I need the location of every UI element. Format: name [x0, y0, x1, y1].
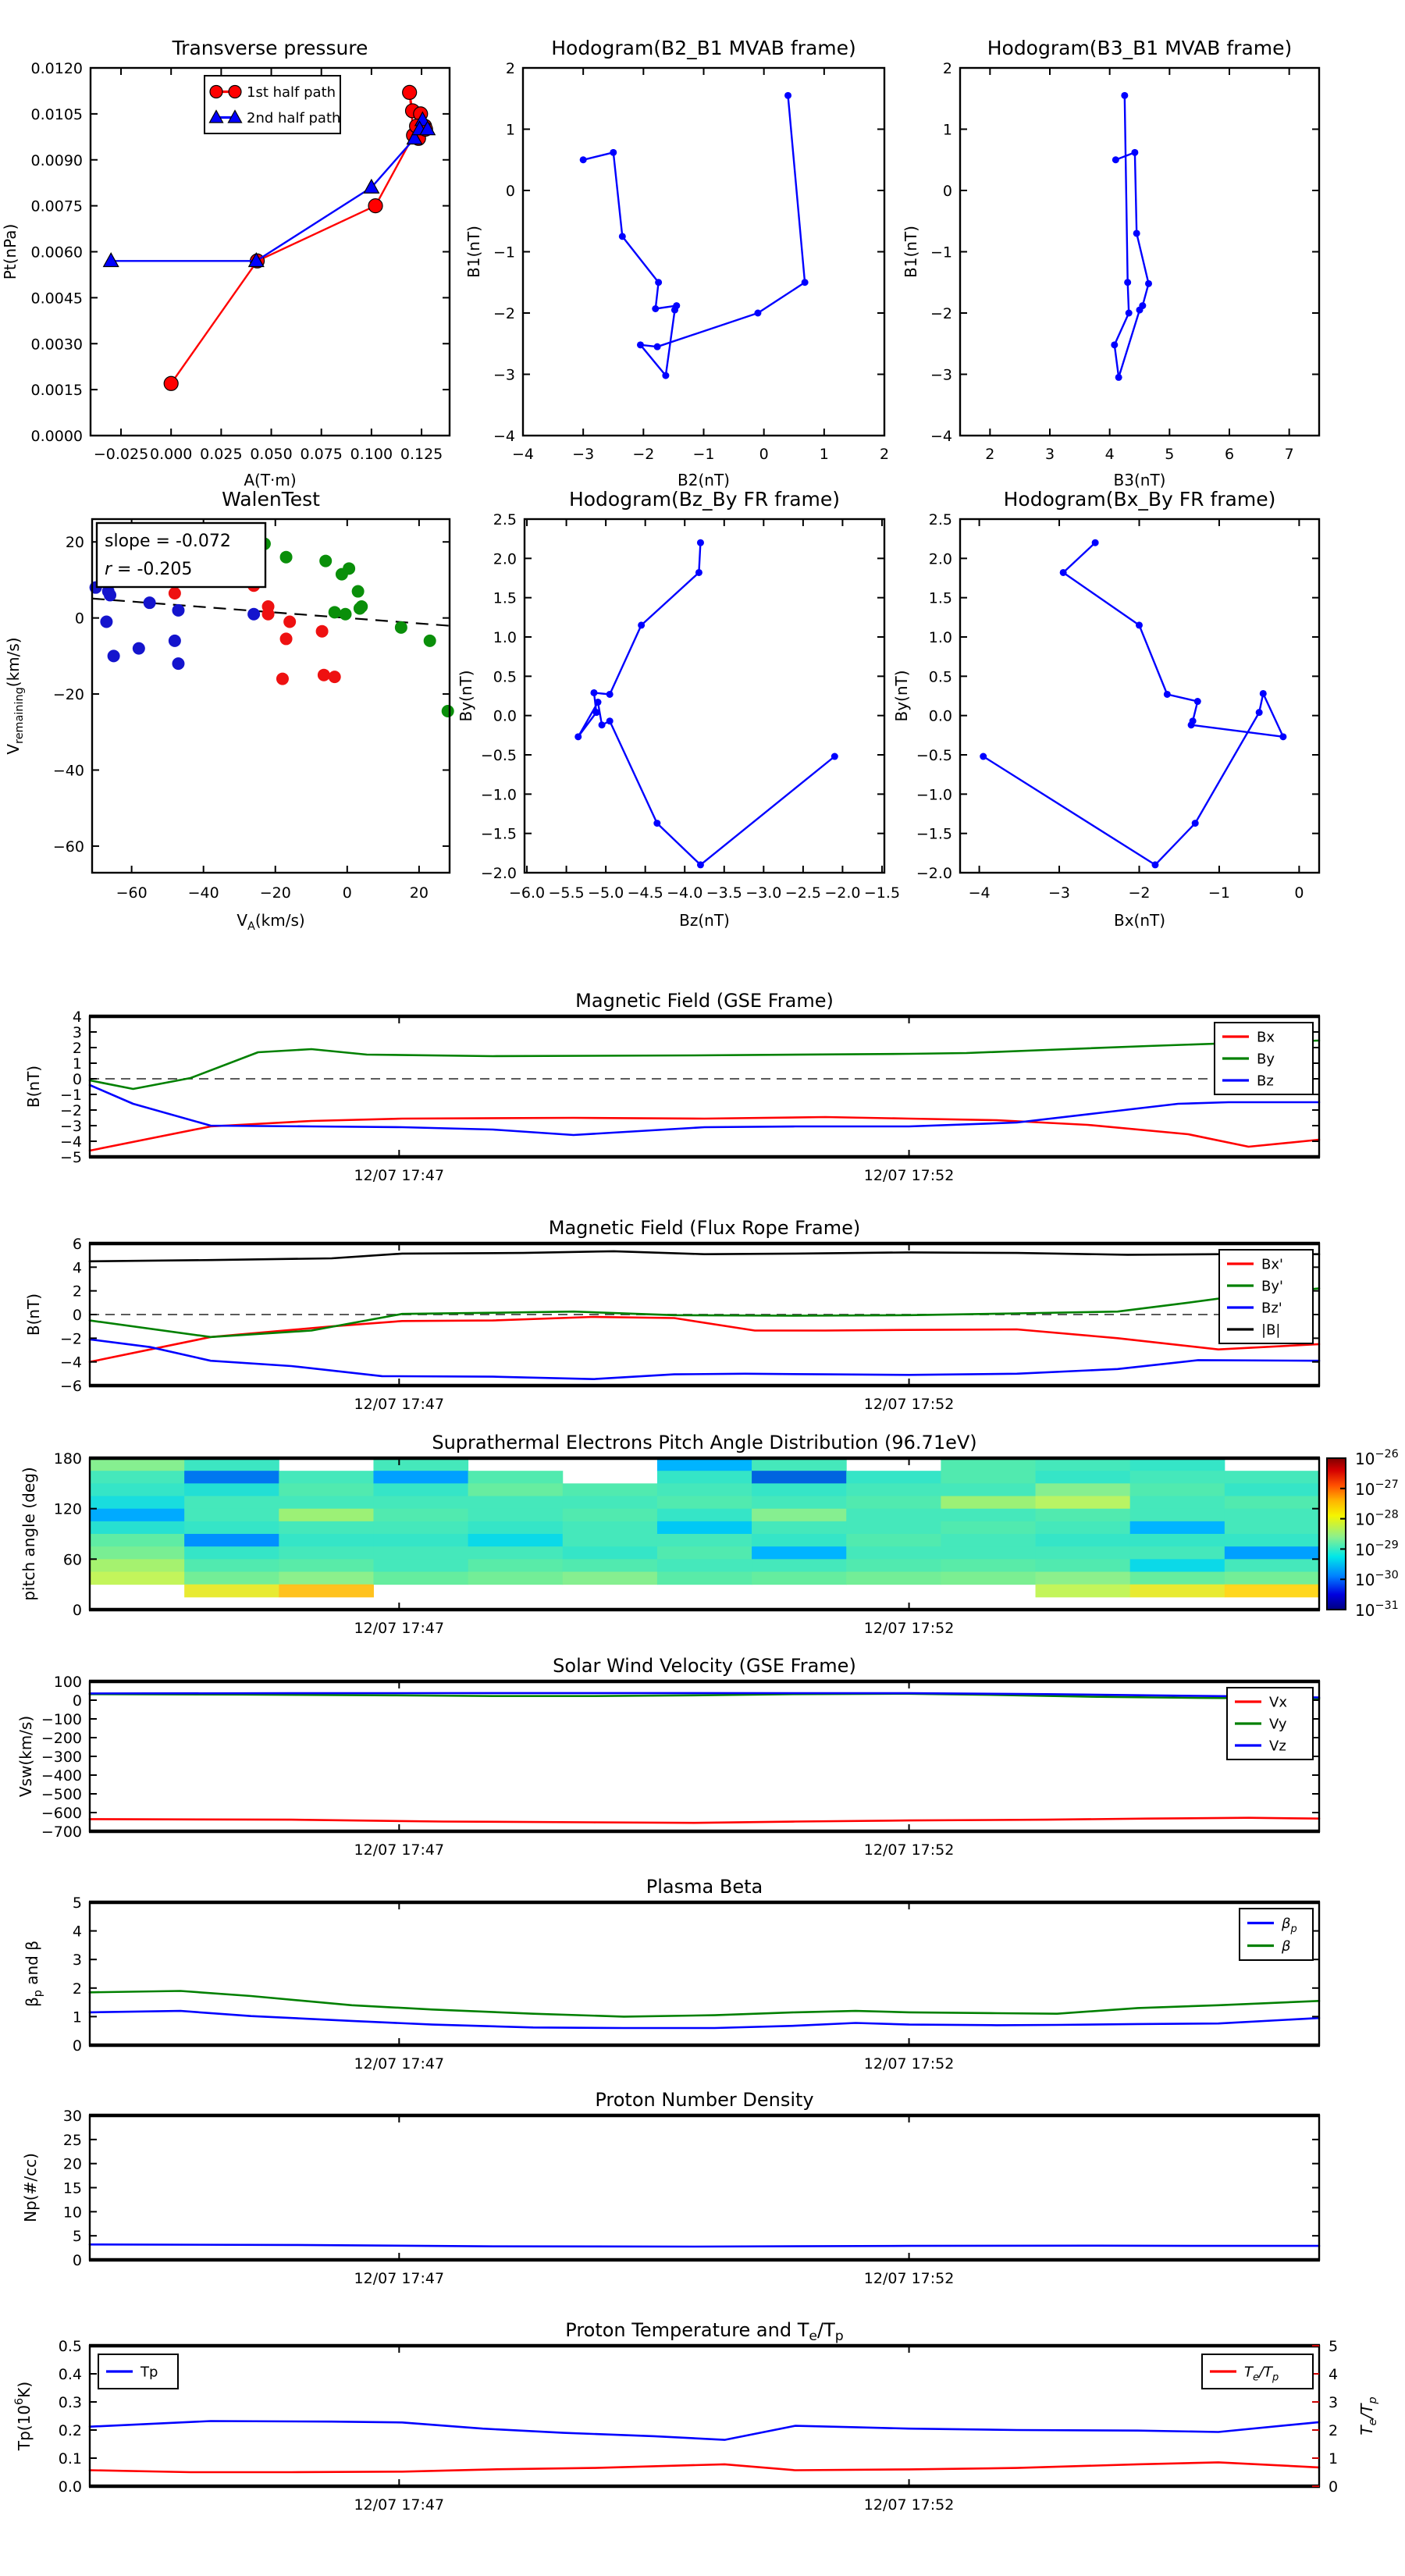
colorbar-tick-label: $10^{-28}$ [1355, 1508, 1399, 1529]
y-tick-label: −40 [52, 762, 84, 780]
y-tick-label: −1.5 [916, 825, 952, 843]
panel-spec [20, 1432, 1399, 1637]
plot-area [90, 2115, 1319, 2260]
legend-label: By' [1261, 1278, 1283, 1295]
panel-title: Magnetic Field (Flux Rope Frame) [548, 1217, 861, 1239]
y-tick-label: 0.0 [928, 707, 952, 725]
panel-walen_test [4, 488, 454, 933]
y-tick-label: 0.2 [58, 2422, 82, 2439]
y-tick-label: 25 [62, 2131, 82, 2149]
plot-area [90, 1681, 1319, 1831]
x-axis-label: A(T·m) [244, 471, 297, 489]
plot-area [90, 1016, 1319, 1157]
y-tick-label: −2 [930, 305, 952, 322]
y-tick-label: 0 [505, 183, 515, 200]
x-tick-label: −20 [259, 884, 291, 902]
y-tick-label: −4 [493, 428, 515, 445]
y-tick-label: −4 [930, 428, 952, 445]
panel-np [21, 2089, 1320, 2287]
y-tick-label: −2.0 [480, 865, 517, 882]
panel-title: Suprathermal Electrons Pitch Angle Distribution (96.71eV) [432, 1432, 977, 1453]
panel-title: Hodogram(Bz_By FR frame) [568, 488, 841, 511]
x-tick-label: 0.100 [350, 446, 393, 463]
y-tick-label: 0.1 [58, 2450, 82, 2467]
y-tick-label: 2 [72, 1040, 82, 1057]
y-tick-label: 180 [53, 1450, 82, 1468]
y-tick-label: 4 [72, 1009, 82, 1026]
y-tick-label: 1.5 [493, 589, 517, 607]
x-tick-label: 0 [759, 446, 769, 463]
y-tick-label: −700 [41, 1823, 82, 1841]
x-tick-label: 12/07 17:47 [354, 2270, 445, 2287]
x-axis-label: Bz(nT) [679, 911, 730, 930]
y-tick-label: 0.0 [493, 707, 517, 725]
legend-label: |B| [1261, 1322, 1281, 1339]
x-tick-label: 12/07 17:52 [863, 1841, 955, 1859]
legend [205, 76, 340, 133]
y-tick-label: 20 [62, 2155, 82, 2173]
x-tick-label: −2.5 [784, 884, 821, 902]
y-tick-label: 15 [62, 2179, 82, 2197]
colorbar-tick-label: $10^{-27}$ [1355, 1478, 1399, 1499]
x-tick-label: 12/07 17:47 [354, 1841, 445, 1859]
x-tick-label: 12/07 17:52 [863, 2496, 955, 2514]
x-tick-label: −1.5 [863, 884, 901, 902]
y-axis-label: B(nT) [24, 1065, 43, 1108]
y-tick-label: 1.0 [493, 629, 517, 646]
y-axis-label: Pt(nPa) [1, 223, 20, 280]
y-axis-label: By(nT) [892, 670, 911, 722]
y-tick-label: 0.0000 [30, 428, 83, 445]
y-tick-label: −1.5 [480, 825, 517, 843]
x-tick-label: 0.000 [149, 446, 193, 463]
y-tick-label: 2 [942, 60, 952, 77]
panel-hodogram_b3b1 [902, 37, 1319, 489]
y-tick-label: 0.3 [58, 2394, 82, 2411]
x-tick-label: −3 [1048, 884, 1071, 902]
legend-label: Tp [140, 2364, 158, 2381]
x-tick-label: 12/07 17:47 [354, 1620, 445, 1637]
x-tick-label: −2.0 [824, 884, 861, 902]
y-tick-label: −1 [493, 244, 515, 262]
x-tick-label: 12/07 17:47 [354, 2055, 445, 2073]
y-tick-label: −60 [52, 838, 84, 856]
y-tick-label: −3 [930, 366, 952, 384]
x-tick-label: 12/07 17:47 [354, 1396, 445, 1413]
y-tick-label: 2 [72, 1283, 82, 1300]
legend-label: Bz [1257, 1073, 1274, 1090]
annotation-line: slope = -0.072 [105, 532, 231, 551]
x-axis-label: B3(nT) [1113, 471, 1166, 489]
x-tick-label: 12/07 17:52 [863, 2270, 955, 2287]
panel-title: Magnetic Field (GSE Frame) [575, 990, 834, 1012]
legend-label: Vy [1269, 1716, 1287, 1733]
x-tick-label: −4 [968, 884, 991, 902]
legend-label: $\beta_p$ [1282, 1916, 1297, 1935]
y-axis-label: B(nT) [24, 1293, 43, 1336]
y-tick-label: 10 [62, 2204, 82, 2222]
y-tick-label: 4 [72, 1259, 82, 1277]
y-tick-label: −1 [59, 1087, 82, 1104]
y-tick-label: −600 [41, 1805, 82, 1822]
panel-transverse_pressure [1, 37, 450, 489]
panel-hodogram_b2b1 [464, 37, 889, 489]
x-tick-label: −4.0 [667, 884, 703, 902]
y-tick-label: 1.5 [928, 589, 952, 607]
y-tick-label: −2 [493, 305, 515, 322]
y-tick-label: −2 [59, 1102, 82, 1119]
legend-label: Bx' [1261, 1256, 1283, 1273]
colorbar [1327, 1448, 1399, 1620]
x-tick-label: −5.5 [548, 884, 585, 902]
panel-beta [23, 1876, 1320, 2073]
colorbar-tick-label: $10^{-31}$ [1355, 1599, 1399, 1620]
y-tick-label: 0.0120 [30, 60, 83, 77]
x-tick-label: 3 [1044, 446, 1055, 463]
y-tick-label: 0.0030 [30, 336, 83, 354]
legend-label: Vx [1269, 1694, 1287, 1711]
y-axis-label: By(nT) [457, 670, 475, 722]
y-tick-label: 100 [53, 1674, 82, 1691]
y-tick-label: −6 [59, 1378, 82, 1395]
legend-label: β [1282, 1938, 1291, 1955]
x-tick-label: 12/07 17:52 [863, 1396, 955, 1413]
y-tick-label: −5 [59, 1149, 82, 1166]
heatmap-cells [90, 1458, 1320, 1597]
legend [1240, 1909, 1313, 1960]
y-tick-label: 0.0090 [30, 151, 83, 169]
y-tick-label: 6 [72, 1236, 82, 1253]
plot-area [960, 68, 1319, 436]
y-tick-label: −20 [52, 686, 84, 704]
y-tick-label: 1 [505, 121, 515, 139]
x-tick-label: −2 [632, 446, 655, 463]
y-tick-label: 0 [942, 183, 952, 200]
y-tick-label: 0.0105 [30, 105, 83, 123]
y-tick-label: −200 [41, 1730, 82, 1747]
panel-title: Hodogram(B3_B1 MVAB frame) [987, 37, 1293, 59]
y-tick-label: 0.5 [493, 668, 517, 686]
colorbar-tick-label: $10^{-26}$ [1355, 1448, 1399, 1468]
y-axis-label: Vsw(km/s) [16, 1715, 35, 1798]
y-tick-label: 5 [72, 2228, 82, 2246]
x-tick-label: −3.5 [706, 884, 742, 902]
y-tick-label: −1.0 [480, 786, 517, 804]
panel-title: Proton Temperature and $T_e/T_p$ [565, 2319, 844, 2344]
x-tick-label: 4 [1104, 446, 1115, 463]
x-tick-label: 12/07 17:47 [354, 2496, 445, 2514]
plot-area [523, 68, 884, 436]
panel-hodogram_bzby [457, 488, 900, 930]
y-axis-label: $Tp(10^6K)$ [13, 2381, 34, 2451]
y-tick-label: 0.0015 [30, 382, 83, 400]
y-tick-label: 0 [74, 610, 84, 628]
x-tick-label: 0 [1294, 884, 1304, 902]
y-axis-label: $\beta_p$ and β [23, 1940, 44, 2008]
y-tick-label: 60 [62, 1551, 82, 1569]
y-tick-label: 0.0075 [30, 197, 83, 215]
legend-right [1202, 2354, 1313, 2389]
y-tick-label: 0.5 [58, 2338, 82, 2355]
y-tick-label: −0.5 [916, 747, 952, 764]
y-tick-label-right: 3 [1329, 2394, 1339, 2411]
legend-label: $T_e/T_p$ [1244, 2364, 1279, 2384]
panel-title: Plasma Beta [646, 1876, 763, 1898]
x-tick-label: 6 [1224, 446, 1235, 463]
y-tick-label: −300 [41, 1749, 82, 1766]
panel-title: Proton Number Density [595, 2089, 814, 2111]
x-tick-label: −0.025 [93, 446, 149, 463]
y-tick-label: 0 [72, 1071, 82, 1088]
y-axis-label: B1(nT) [902, 226, 920, 278]
y-axis-label: Np(#/cc) [21, 2153, 40, 2222]
y-tick-label-right: 1 [1329, 2450, 1339, 2467]
y-tick-label: 2.0 [493, 550, 517, 568]
y-tick-label: 0 [72, 2037, 82, 2055]
legend [1215, 1023, 1313, 1094]
annotation-line: r = -0.205 [105, 560, 193, 579]
x-tick-label: −1 [1208, 884, 1230, 902]
y-tick-label: −3 [493, 366, 515, 384]
y-tick-label: 3 [72, 1952, 82, 1969]
y-tick-label: −500 [41, 1786, 82, 1803]
y-tick-label: −2.0 [916, 865, 952, 882]
x-tick-label: −4.5 [627, 884, 663, 902]
y-tick-label: 1 [72, 2008, 82, 2026]
y-tick-label: 0.4 [58, 2366, 82, 2383]
y-tick-label-right: 0 [1329, 2478, 1339, 2496]
legend-label: By [1257, 1051, 1275, 1068]
x-tick-label: −4 [511, 446, 535, 463]
x-tick-label: 12/07 17:47 [354, 1167, 445, 1184]
x-tick-label: −60 [116, 884, 148, 902]
y-tick-label-right: 2 [1329, 2422, 1339, 2439]
y-tick-label: −1.0 [916, 786, 952, 804]
panel-b_fr [24, 1217, 1320, 1413]
x-tick-label: 5 [1165, 446, 1175, 463]
colorbar-tick-label: $10^{-29}$ [1355, 1539, 1399, 1560]
y-tick-label: −100 [41, 1711, 82, 1728]
legend-label: Bx [1257, 1029, 1275, 1046]
y-tick-label: 30 [62, 2108, 82, 2125]
y-tick-label: 4 [72, 1923, 82, 1941]
x-tick-label: 2 [985, 446, 995, 463]
x-tick-label: 1 [819, 446, 829, 463]
panel-title: Transverse pressure [172, 37, 368, 59]
x-tick-label: 7 [1284, 446, 1294, 463]
y-tick-label: 1.0 [928, 629, 952, 646]
y-tick-label: −400 [41, 1767, 82, 1784]
y-tick-label: 3 [72, 1024, 82, 1041]
y-tick-label: 2 [505, 60, 515, 77]
panel-hodogram_bxby [892, 488, 1319, 930]
x-tick-label: 12/07 17:52 [863, 1167, 955, 1184]
y-tick-label: −1 [930, 244, 952, 262]
y-tick-label: 1 [942, 121, 952, 139]
panel-title: Solar Wind Velocity (GSE Frame) [553, 1655, 856, 1677]
x-axis-label: Bx(nT) [1113, 911, 1166, 930]
y-tick-label: 20 [65, 534, 84, 552]
x-axis-label: B2(nT) [678, 471, 730, 489]
plot-area [525, 519, 884, 873]
x-tick-label: 0 [342, 884, 352, 902]
y-tick-label: −3 [59, 1118, 82, 1135]
annotation-box [97, 523, 265, 587]
y-tick-label: 0 [72, 2252, 82, 2269]
x-tick-label: 12/07 17:52 [863, 2055, 955, 2073]
x-tick-label: −2 [1128, 884, 1151, 902]
y-tick-label: 2.5 [928, 511, 952, 528]
y-axis-label: B1(nT) [464, 226, 483, 278]
y-axis-label-right: $T_e/T_p$ [1357, 2396, 1379, 2435]
y-tick-label: 0.0060 [30, 244, 83, 262]
colorbar-tick-label: $10^{-30}$ [1355, 1569, 1399, 1590]
panel-title: Hodogram(B2_B1 MVAB frame) [551, 37, 856, 59]
x-tick-label: −1 [692, 446, 715, 463]
y-tick-label: 0.0045 [30, 290, 83, 308]
legend [98, 2354, 178, 2389]
y-tick-label: 0 [72, 1602, 82, 1619]
x-tick-label: 2 [879, 446, 890, 463]
x-tick-label: 0.125 [400, 446, 443, 463]
panel-title: WalenTest [222, 488, 320, 511]
y-tick-label: 2.0 [928, 550, 952, 568]
x-tick-label: −5.0 [588, 884, 624, 902]
panel-temp [13, 2319, 1379, 2514]
legend-label: 1st half path [247, 84, 336, 101]
x-tick-label: −40 [187, 884, 219, 902]
y-tick-label: −4 [59, 1354, 82, 1372]
y-tick-label: 0.0 [58, 2478, 82, 2496]
y-tick-label: 120 [53, 1500, 82, 1518]
legend [1219, 1250, 1313, 1343]
x-tick-label: −6.0 [508, 884, 546, 902]
x-tick-label: 12/07 17:52 [863, 1620, 955, 1637]
y-tick-label: 2.5 [493, 511, 517, 528]
legend-label: Vz [1269, 1738, 1286, 1755]
x-tick-label: 0.075 [300, 446, 343, 463]
y-tick-label: 0.5 [928, 668, 952, 686]
x-tick-label: 20 [409, 884, 429, 902]
y-tick-label: −4 [59, 1133, 82, 1151]
y-axis-label: $V_{remaining}(km/s)$ [4, 637, 26, 755]
panel-vsw [16, 1655, 1320, 1859]
y-tick-label: 0 [72, 1692, 82, 1710]
y-tick-label: 2 [72, 1980, 82, 1998]
y-axis-label: pitch angle (deg) [20, 1467, 38, 1601]
legend [1227, 1688, 1313, 1759]
x-tick-label: −3 [572, 446, 595, 463]
x-tick-label: 0.050 [250, 446, 293, 463]
x-tick-label: 0.025 [200, 446, 243, 463]
legend-label: 2nd half path [247, 110, 341, 126]
x-axis-label: $V_A(km/s)$ [237, 911, 305, 933]
panel-title: Hodogram(Bx_By FR frame) [1003, 488, 1276, 511]
y-tick-label: 5 [72, 1895, 82, 1912]
y-tick-label-right: 4 [1329, 2366, 1339, 2383]
y-tick-label: −0.5 [480, 747, 517, 764]
panel-b_gse [24, 990, 1320, 1184]
legend-label: Bz' [1261, 1300, 1282, 1317]
y-tick-label: 0 [72, 1307, 82, 1324]
x-tick-label: −3.0 [745, 884, 782, 902]
y-tick-label: 1 [72, 1055, 82, 1073]
y-tick-label-right: 5 [1329, 2338, 1339, 2355]
y-tick-label: −2 [59, 1330, 82, 1348]
